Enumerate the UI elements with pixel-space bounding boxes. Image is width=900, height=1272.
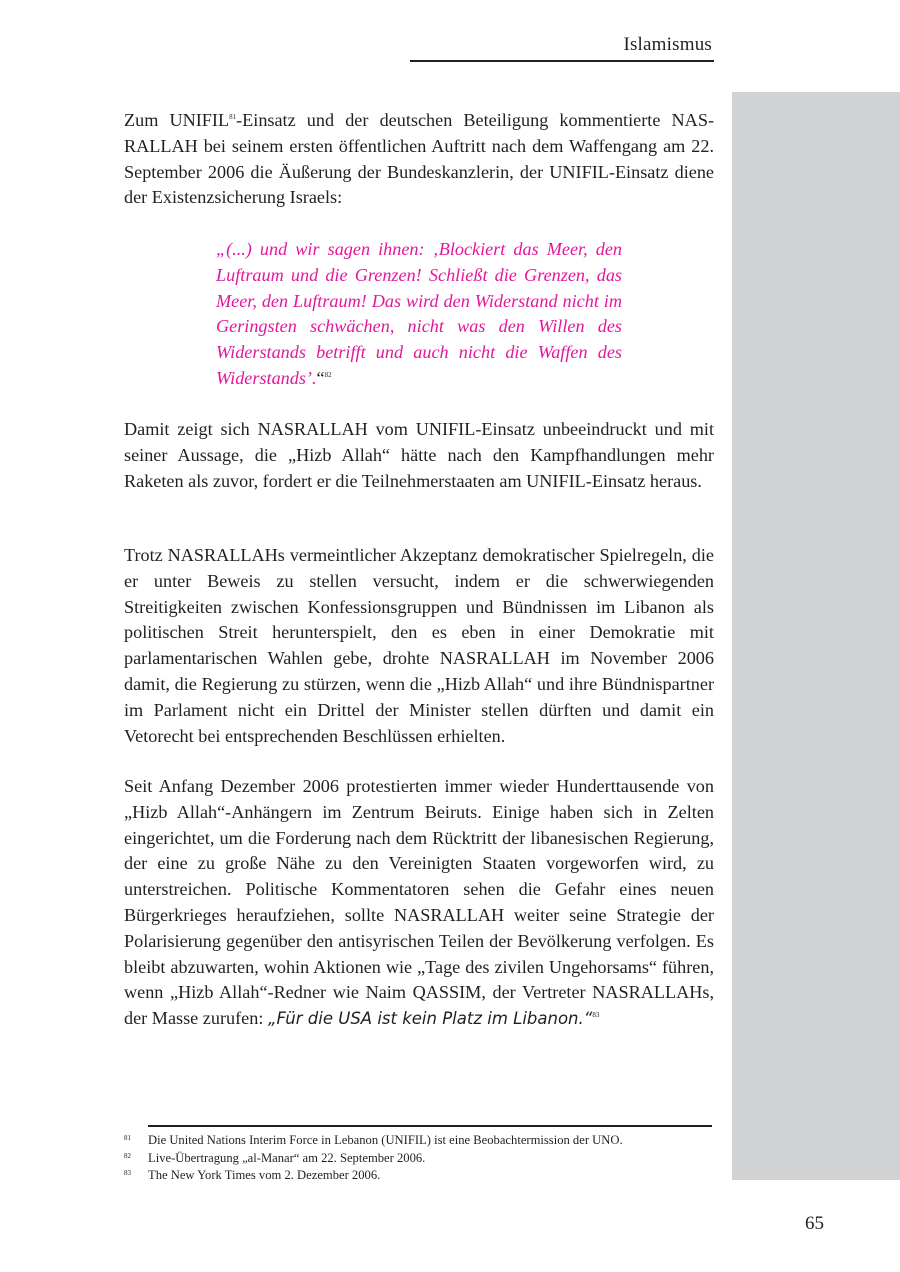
paragraph-1: [124, 108, 714, 211]
footnote-83: 83 The New York Times vom 2. Dezember 2006.: [124, 1168, 381, 1182]
footnote-rule: [148, 1125, 712, 1127]
footnote-ref-82[interactable]: 82: [324, 370, 332, 379]
footnotes: [124, 1132, 724, 1185]
footnote-ref-81[interactable]: 81: [229, 112, 237, 121]
paragraph-1-start: Zum UNIFIL: [124, 110, 230, 130]
paragraph-3: Trotz NASRALLAHs vermeintlicher Akzeptanz demokratischer Spielregeln, die er unter Beweis zu stellen versucht, indem er die schwerwiegenden Streitigkeiten zwischen Konfessionsgruppen und Bündnissen im Libanon als politischen Streit herunterspielt, den es eben in einer Demokratie mit parlamentarischen Wahlen gebe, drohte NASRALLAH im November 2006 damit, die Regierung zu stürzen, wenn die „Hizb Allah“ und ihre Bündnispartner im Parlament nicht ein Drittel der Minister stellen dürften und damit ein Vetorecht bei entsprechenden Beschlüssen erhielten.: [124, 545, 714, 746]
footnote-text: Die United Nations Interim Force in Lebanon (UNIFIL) ist eine Beobachtermission der UNO.: [148, 1133, 623, 1147]
block-quote: [216, 237, 622, 392]
footnote-text: Live-Übertragung „al-Manar“ am 22. September 2006.: [148, 1150, 426, 1165]
footnote-82: 82 Live-Übertragung „al-Manar“ am 22. September 2006.: [124, 1150, 426, 1165]
footnote-81: 81 Die United Nations Interim Force in Lebanon (UNIFIL) ist eine Beobachtermission der UNO.: [124, 1133, 623, 1147]
block-quote-text: „(...) und wir sagen ihnen: ‚Blockiert das Meer, den Luftraum und die Grenzen! Schließt die Grenzen, das Meer, den Luftraum! Das wird den Widerstand nicht im Geringsten schwächen, nicht was den Willen des Widerstands betrifft und auch nicht die Waffen des Widerstands’.: [216, 239, 622, 388]
header-rule: [410, 60, 714, 62]
paragraph-4: [124, 774, 714, 1032]
footnote-text: The New York Times vom 2. Dezember 2006.: [148, 1168, 381, 1182]
running-header-title: Islamismus: [623, 34, 712, 55]
footnote-ref-83[interactable]: 83: [592, 1011, 600, 1020]
page-number: 65: [805, 1213, 824, 1234]
paragraph-2: Damit zeigt sich NASRALLAH vom UNIFIL-Einsatz unbeeindruckt und mit seiner Aussage, die „Hizb Allah“ hätte nach den Kampfhandlungen mehr Raketen als zuvor, fordert er die Teilnehmerstaaten am UNIFIL-Einsatz heraus.: [124, 419, 714, 491]
block-quote-close: “: [316, 367, 325, 388]
paragraph-1-rest: -Einsatz und der deutschen Beteiligung kommentierte NASRALLAH bei seinem ersten öffentlichen Auftritt nach dem Waffengang am 22. September 2006 die Äußerung der Bundeskanzlerin, der UNIFIL-Einsatz diene der Existenzsicherung Israels:: [124, 110, 714, 208]
paragraph-4-quote: „Für die USA ist kein Platz im Libanon.“: [267, 1009, 593, 1029]
side-margin-panel: [732, 92, 900, 1180]
paragraph-4-text: Seit Anfang Dezember 2006 protestierten immer wieder Hunderttausende von „Hizb Allah“-Anhängern im Zentrum Beiruts. Einige haben sich in Zelten eingerichtet, um die Forderung nach dem Rücktritt der libanesischen Regierung, der eine zu große Nähe zu den Vereinigten Staaten vorgeworfen wird, zu unterstreichen. Politische Kommentatoren sehen die Gefahr eines neuen Bürgerkrieges heraufziehen, sollte NASRALLAH weiter seine Strategie der Polarisierung gegenüber den antisyrischen Teilen der Bevölkerung verfolgen. Es bleibt abzuwarten, wohin Aktionen wie „Tage des zivilen Ungehorsams“ führen, wenn „Hizb Allah“-Redner wie Naim QASSIM, der Vertreter NASRALLAHs, der Masse zurufen:: [124, 776, 714, 1029]
